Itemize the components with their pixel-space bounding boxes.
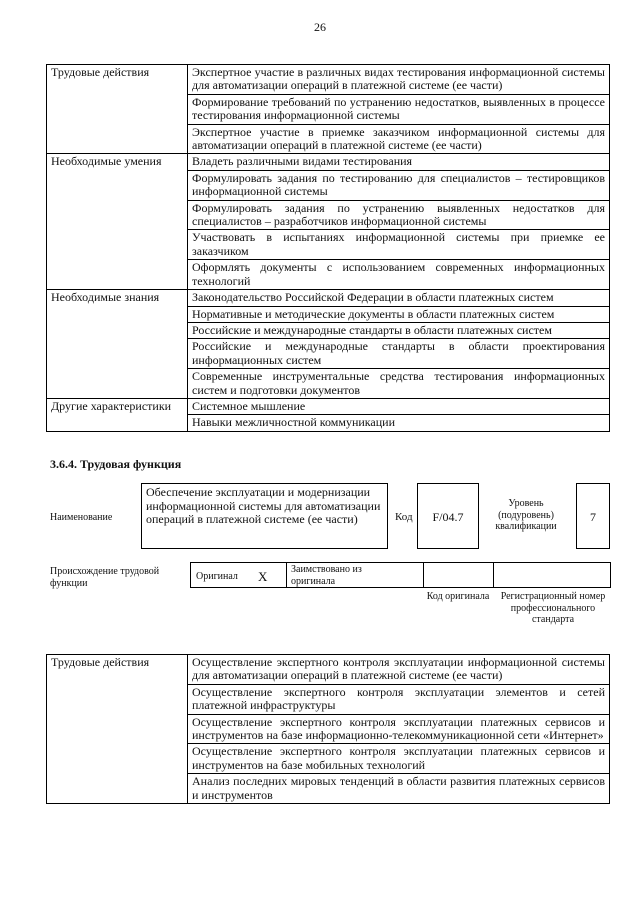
row-item-text: Нормативные и методические документы в области платежных систем bbox=[188, 306, 610, 322]
registration-number-cell bbox=[494, 563, 611, 587]
row-item-text: Владеть различными видами тестирования bbox=[188, 154, 610, 170]
row-item-text: Анализ последних мировых тенденций в области развития платежных сервисов и инструментов bbox=[188, 774, 610, 804]
row-category-label: Трудовые действия bbox=[47, 655, 188, 804]
origin-label: Происхождение трудовой функции bbox=[50, 566, 160, 589]
origin-row bbox=[190, 562, 611, 588]
labor-actions-table bbox=[46, 654, 610, 804]
table-row bbox=[47, 398, 610, 414]
qualification-level: 7 bbox=[576, 483, 610, 549]
row-category-label: Необходимые знания bbox=[47, 290, 188, 399]
row-item-text: Формулировать задания по устранению выявленных недостатков для специалистов – разработчиков информационной системы bbox=[188, 200, 610, 230]
level-label: Уровень (подуровень) квалификации bbox=[495, 498, 557, 532]
row-item-text: Оформлять документы с использованием современных информационных технологий bbox=[188, 260, 610, 290]
function-name: Обеспечение эксплуатации и модернизации информационной системы для автоматизации операций в платежной системе (ее части) bbox=[141, 483, 388, 549]
table-row bbox=[47, 65, 610, 95]
registration-caption: Регистрационный номер профессионального стандарта bbox=[500, 591, 606, 625]
row-item-text: Российские и международные стандарты в области платежных систем bbox=[188, 322, 610, 338]
row-item-text: Формулировать задания по тестированию для специалистов – тестировщиков информационной системы bbox=[188, 170, 610, 200]
row-item-text: Системное мышление bbox=[188, 398, 610, 414]
row-item-text: Участвовать в испытаниях информационной системы при приемке ее заказчиком bbox=[188, 230, 610, 260]
original-label: Оригинал bbox=[196, 571, 238, 582]
row-category-label: Трудовые действия bbox=[47, 65, 188, 154]
row-item-text: Современные инструментальные средства тестирования информационных систем и подготовки документов bbox=[188, 369, 610, 399]
page-number: 26 bbox=[314, 20, 326, 34]
row-item-text: Осуществление экспертного контроля эксплуатации платежных сервисов и инструментов на базе информационно-телекоммуникационной сети «Интернет» bbox=[188, 714, 610, 744]
row-item-text: Осуществление экспертного контроля эксплуатации платежных сервисов и инструментов на базе мобильных технологий bbox=[188, 744, 610, 774]
row-category-label: Другие характеристики bbox=[47, 398, 188, 431]
original-mark: X bbox=[258, 569, 268, 584]
row-item-text: Экспертное участие в различных видах тестирования информационной системы для автоматизации операций в платежной системе (ее части) bbox=[188, 65, 610, 95]
table-row bbox=[47, 290, 610, 306]
borrowed-label: Заимствовано из оригинала bbox=[291, 564, 362, 587]
row-item-text: Российские и международные стандарты в области проектирования информационных систем bbox=[188, 339, 610, 369]
section-title: 3.6.4. Трудовая функция bbox=[50, 457, 182, 471]
function-code: F/04.7 bbox=[417, 483, 479, 549]
code-caption: Код оригинала bbox=[426, 591, 490, 602]
row-item-text: Осуществление экспертного контроля эксплуатации информационной системы для автоматизации операций в платежной системе (ее части) bbox=[188, 655, 610, 685]
row-item-text: Формирование требований по устранению недостатков, выявленных в процессе тестирования информационной системы bbox=[188, 94, 610, 124]
original-code-cell bbox=[424, 563, 494, 587]
row-item-text: Осуществление экспертного контроля эксплуатации элементов и сетей платежной инфраструктуры bbox=[188, 684, 610, 714]
table-row bbox=[47, 154, 610, 170]
row-category-label: Необходимые умения bbox=[47, 154, 188, 290]
row-item-text: Экспертное участие в приемке заказчиком информационной системы для автоматизации операций в платежной системе (ее части) bbox=[188, 124, 610, 154]
row-item-text: Навыки межличностной коммуникации bbox=[188, 415, 610, 431]
row-item-text: Законодательство Российской Федерации в области платежных систем bbox=[188, 290, 610, 306]
code-label: Код bbox=[395, 511, 413, 523]
competency-table bbox=[46, 64, 610, 432]
table-row bbox=[47, 655, 610, 685]
name-label: Наименование bbox=[50, 512, 113, 523]
